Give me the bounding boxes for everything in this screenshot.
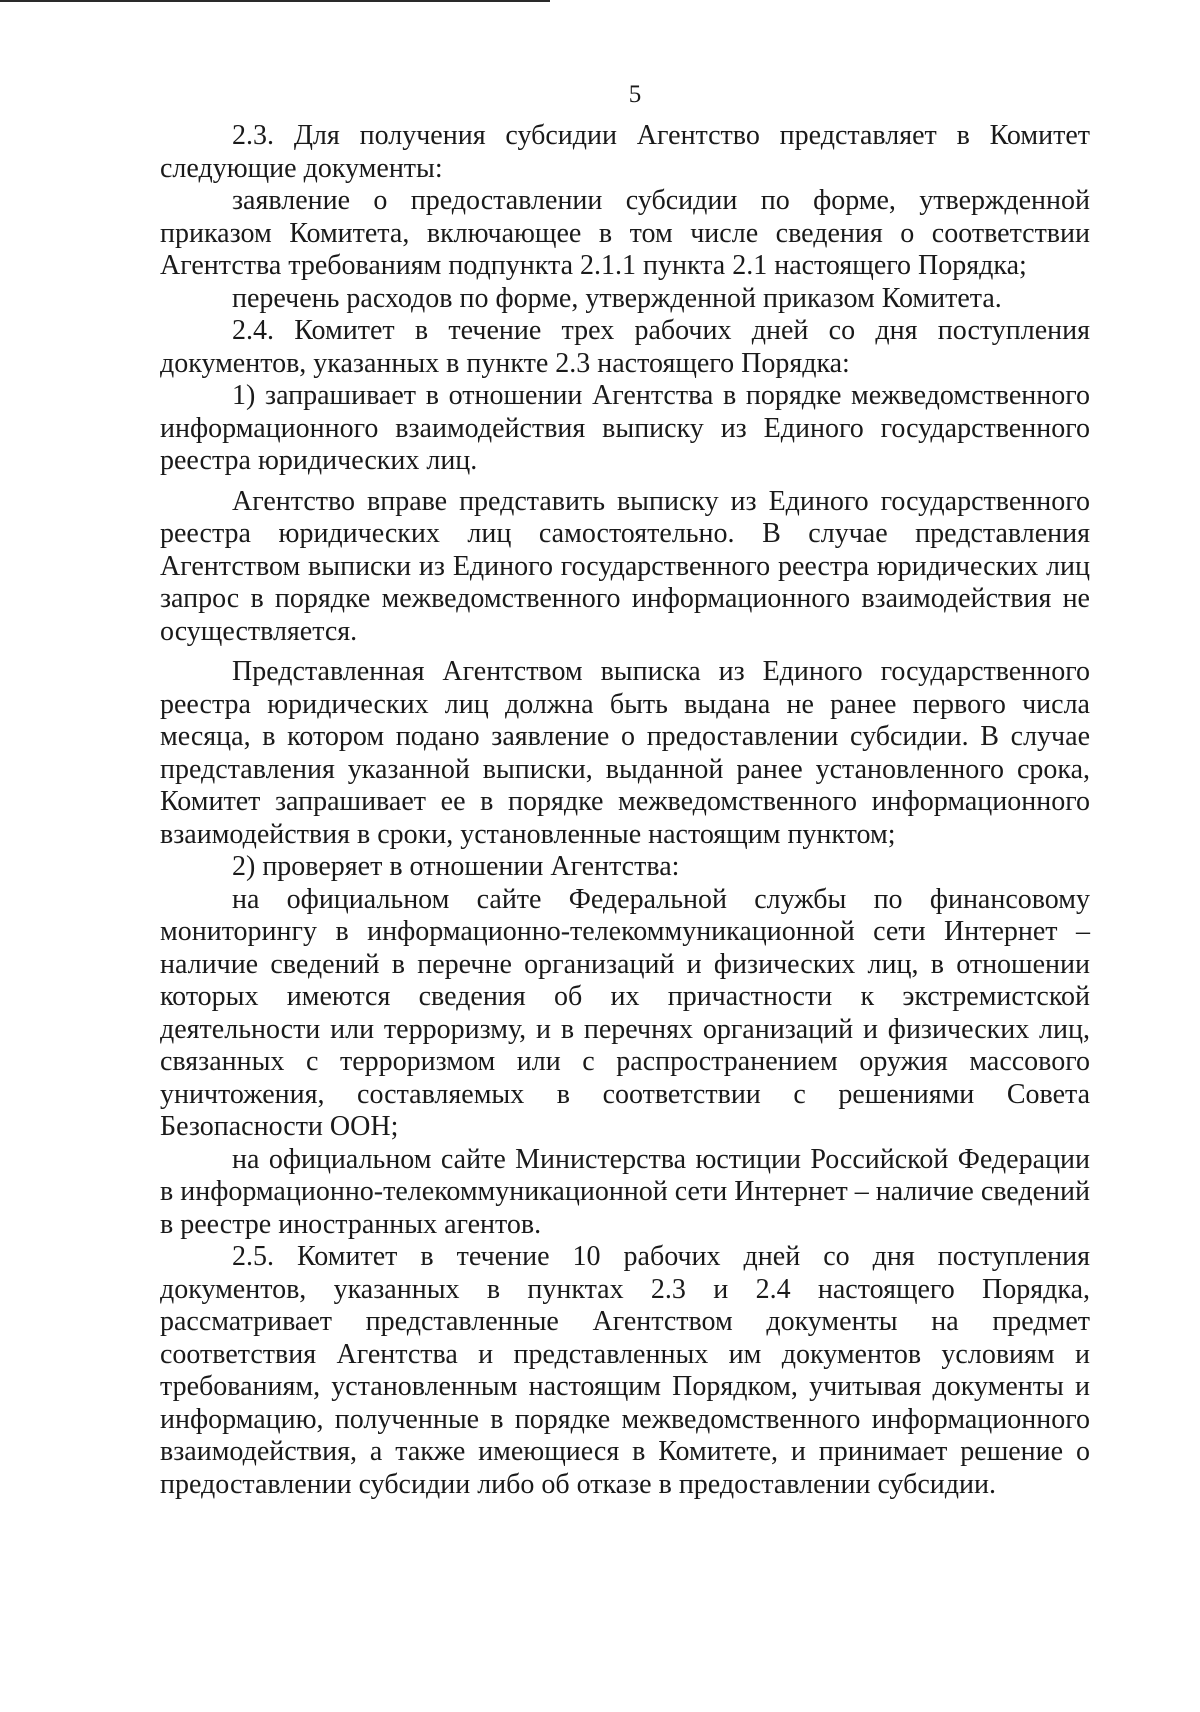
paragraph-expenses-list: перечень расходов по форме, утвержденной приказом Комитета. [232, 282, 1002, 314]
paragraph-2-3: 2.3. Для получения субсидии Агентство представляет в Комитет следующие документы: [160, 120, 1090, 184]
paragraph-rosfinmonitoring-check: на официальном сайте Федеральной службы по финансовому мониторингу в информационно-телекоммуникационной сети Интернет – наличие сведений в перечне организаций и физических лиц, в отношении которых имеются сведения об их причастности к экстремистской деятельности или терроризму, и в перечнях организаций и физических лиц, связанных с терроризмом или с распространением оружия массового уничтожения, составляемых в соответствии с решениями Совета Безопасности ООН; [160, 883, 1090, 1142]
paragraph-ministry-justice-check: на официальном сайте Министерства юстиции Российской Федерации в информационно-телекоммуникационной сети Интернет – наличие сведений в реестре иностранных агентов. [160, 1143, 1090, 1240]
paragraph-2-4: 2.4. Комитет в течение трех рабочих дней со дня поступления документов, указанных в пункте 2.3 настоящего Порядка: [160, 315, 1090, 379]
paragraph-2-4-item-2: 2) проверяет в отношении Агентства: [232, 851, 680, 882]
paragraph-extract-validity: Представленная Агентством выписка из Единого государственного реестра юридических лиц должна быть выдана не ранее первого числа месяца, в котором подано заявление о предоставлении субсидии. В случае представления указанной выписки, выданной ранее установленного срока, Комитет запрашивает ее в порядке межведомственного информационного взаимодействия в сроки, установленные настоящим пунктом; [160, 656, 1090, 850]
paragraph-application: заявление о предоставлении субсидии по форме, утвержденной приказом Комитета, включающее в том числе сведения о соответствии Агентства требованиям подпункта 2.1.1 пункта 2.1 настоящего Порядка; [160, 185, 1090, 281]
scan-edge-line [0, 0, 550, 2]
paragraph-agency-extract: Агентство вправе представить выписку из Единого государственного реестра юридических лиц самостоятельно. В случае представления Агентством выписки из Единого государственного реестра юридических лиц запрос в порядке межведомственного информационного взаимодействия не осуществляется. [160, 485, 1090, 647]
paragraph-2-4-item-1: 1) запрашивает в отношении Агентства в порядке межведомственного информационного взаимодействия выписку из Единого государственного реестра юридических лиц. [160, 380, 1090, 476]
page-number: 5 [628, 81, 642, 108]
paragraph-2-5: 2.5. Комитет в течение 10 рабочих дней со дня поступления документов, указанных в пунктах 2.3 и 2.4 настоящего Порядка, рассматривает представленные Агентством документы на предмет соответствия Агентства и представленных им документов условиям и требованиям, установленным настоящим Порядком, учитывая документы и информацию, полученные в порядке межведомственного информационного взаимодействия, а также имеющиеся в Комитете, и принимает решение о предоставлении субсидии либо об отказе в предоставлении субсидии. [160, 1241, 1090, 1500]
document-body [160, 120, 1090, 1501]
